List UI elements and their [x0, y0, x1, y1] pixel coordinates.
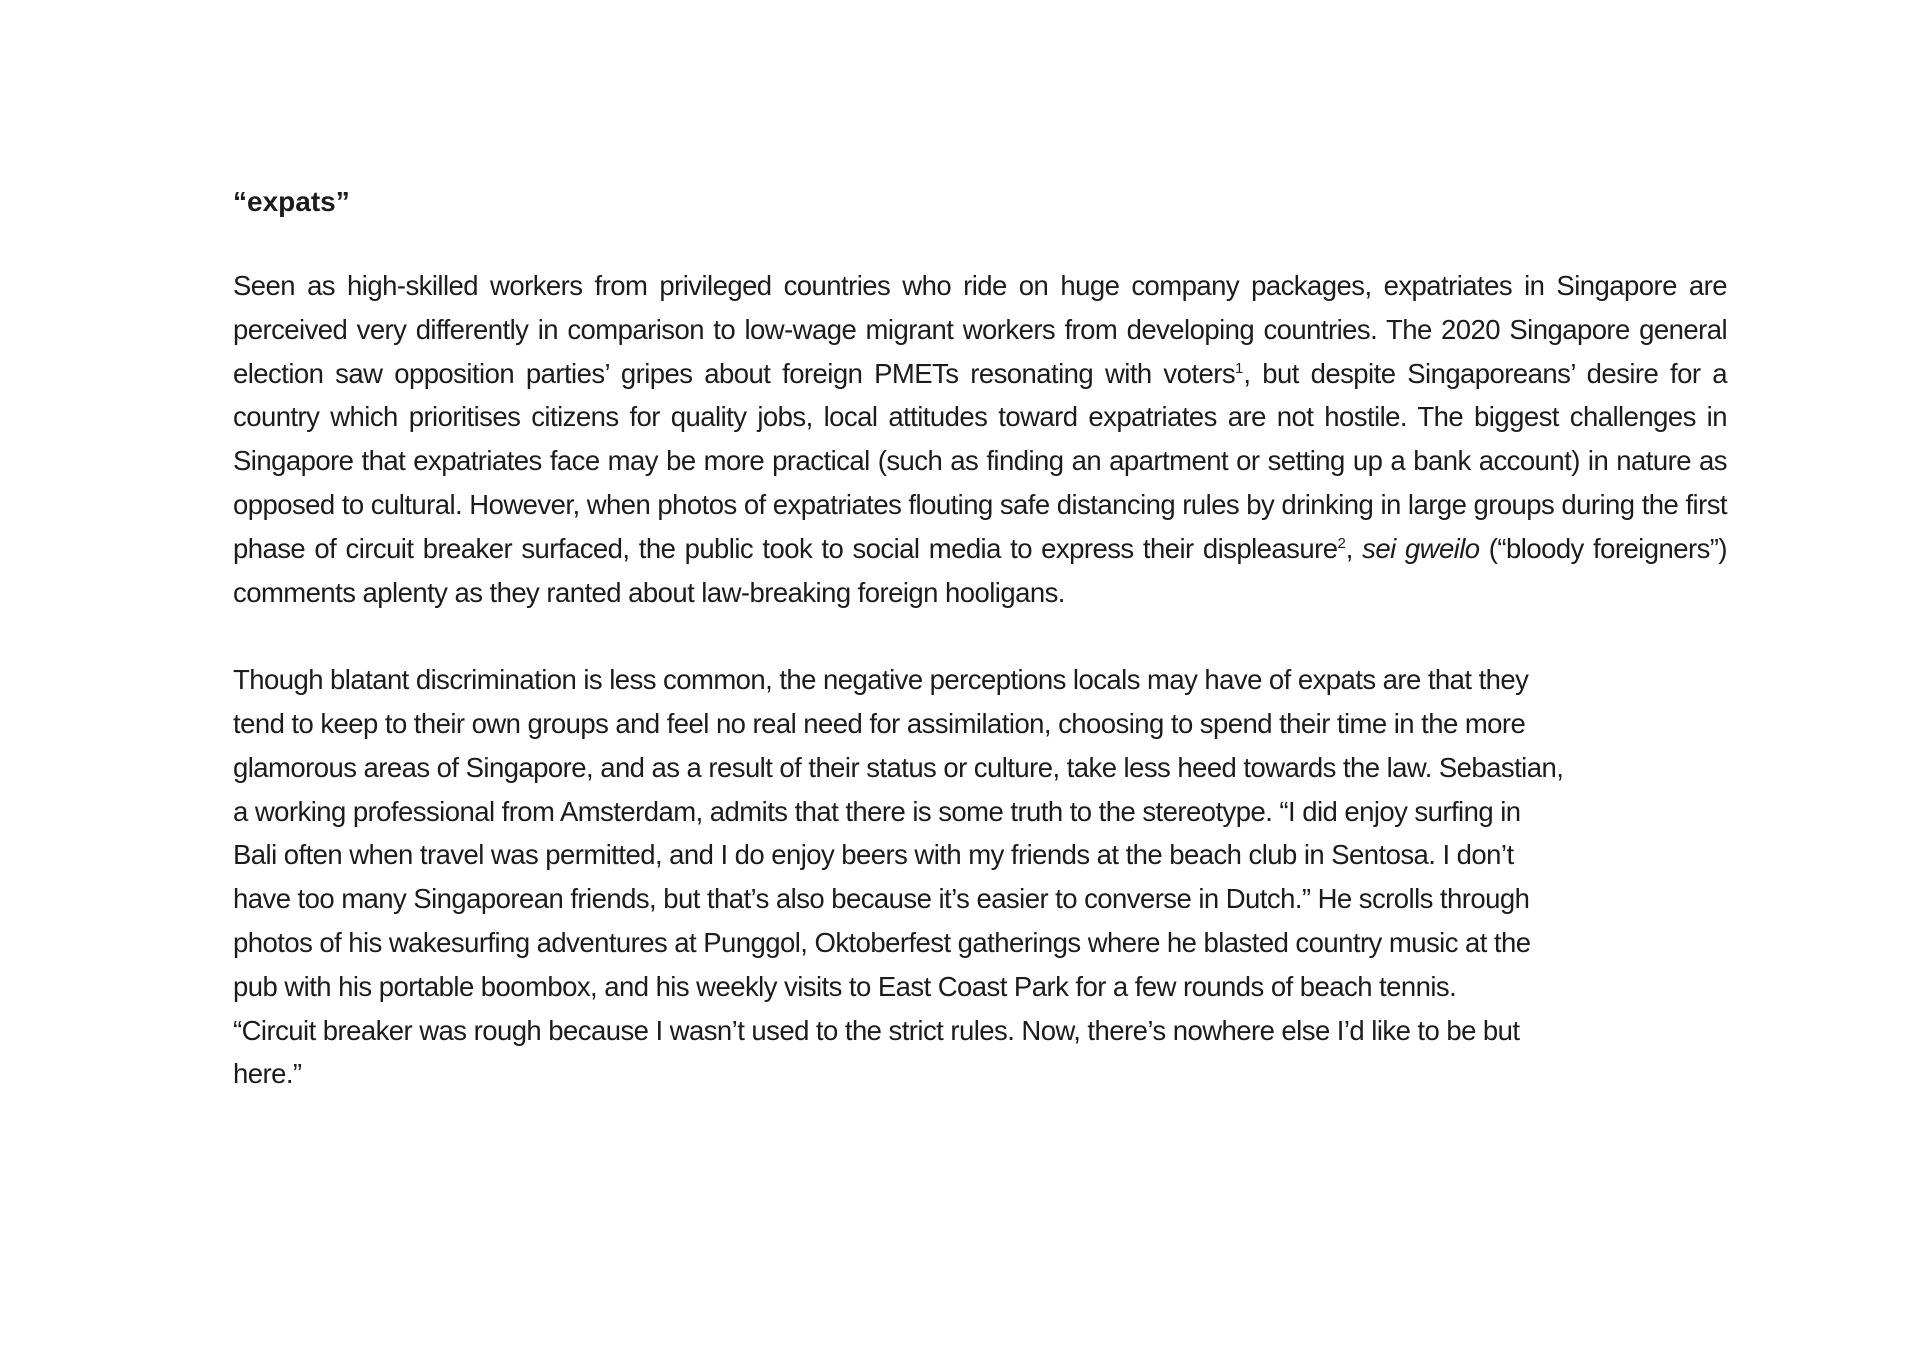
paragraph2-line: photos of his wakesurfing adventures at Punggol, Oktoberfest gatherings where he blasted country music at the — [233, 926, 1531, 958]
italic-term-sei-gweilo: sei gweilo — [1362, 532, 1480, 564]
document-page — [233, 180, 1727, 1096]
paragraph2-line: pub with his portable boombox, and his weekly visits to East Coast Park for a few rounds of beach tennis. — [233, 970, 1457, 1002]
paragraph2-line: tend to keep to their own groups and feel no real need for assimilation, choosing to spend their time in the more — [233, 707, 1526, 739]
paragraph2-line: Though blatant discrimination is less common, the negative perceptions locals may have of expats are that they — [233, 664, 1529, 696]
paragraph2-line: a working professional from Amsterdam, admits that there is some truth to the stereotype. “I did enjoy surfing in — [233, 795, 1521, 827]
paragraph2-line: have too many Singaporean friends, but that’s also because it’s easier to converse in Dutch.” He scrolls through — [233, 883, 1530, 915]
paragraph2-line: “Circuit breaker was rough because I wasn’t used to the strict rules. Now, there’s nowhere else I’d like to be but — [233, 1014, 1520, 1046]
footnote-marker-2: 2 — [1337, 534, 1346, 552]
paragraph1-text-4: (“bloody foreigners”) comments aplenty as they ranted about law-breaking foreign hooligans. — [233, 532, 1728, 608]
paragraph1-text-2: , but despite Singaporeans’ desire for a country which prioritises citizens for quality jobs, local attitudes toward expatriates are not hostile. The biggest challenges in Singapore that expatriates face may be more practical (such as finding an apartment or setting up a bank account) in nature as opposed to cultural. However, when photos of expatriates flouting safe distancing rules by drinking in large groups during the first phase of circuit breaker surfaced, the public took to social media to express their displeasure — [233, 357, 1728, 564]
paragraph1-text-1: Seen as high-skilled workers from privileged countries who ride on huge company packages, expatriates in Singapore are perceived very differently in comparison to low-wage migrant workers from developing countries. The 2020 Singapore general election saw opposition parties’ gripes about foreign PMETs resonating with voters — [233, 270, 1727, 389]
paragraph-spacer — [233, 614, 1727, 658]
paragraph2-line: glamorous areas of Singapore, and as a result of their status or culture, take less heed towards the law. Sebastian, — [233, 751, 1564, 783]
paragraph2-line: here.” — [233, 1058, 302, 1090]
paragraph-sebastian-story — [233, 658, 1727, 1096]
paragraph-expatriates-perception — [233, 264, 1727, 614]
section-heading: “expats” — [233, 186, 350, 217]
paragraph2-line: Bali often when travel was permitted, and I do enjoy beers with my friends at the beach club in Sentosa. I don’t — [233, 839, 1514, 871]
footnote-marker-1: 1 — [1235, 359, 1244, 377]
paragraph1-text-3: , — [1345, 532, 1363, 564]
